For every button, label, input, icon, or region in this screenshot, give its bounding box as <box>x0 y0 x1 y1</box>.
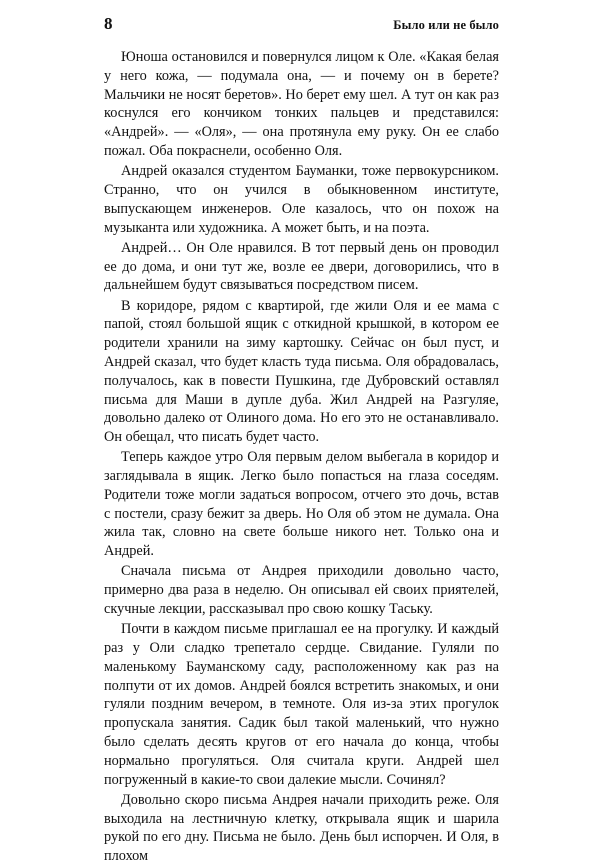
paragraph: Почти в каждом письме приглашал ее на прогулку. И каждый раз у Оли сладко трепетало сердце. Свидание. Гуляли по маленькому Бауманскому саду, расположенному как раз на полпути от их домов. Андрей боялся встретить знакомых, и они гуляли поздним вечером, в темноте. Оля из-за этих прогулок пропускала занятия. Садик был такой маленький, что нужно было сделать десять кругов от его начала до конца, чтобы нормально прогуляться. Оля считала круги. Андрей шел погруженный в какие-то свои далекие мысли. Сочинял? <box>104 621 499 788</box>
body-text <box>104 48 499 867</box>
paragraph: Сначала письма от Андрея приходили довольно часто, примерно два раза в неделю. Он описывал ей своих приятелей, скучные лекции, рассказывал про свою кошку Таську. <box>104 563 499 618</box>
paragraph: Андрей… Он Оле нравился. В тот первый день он проводил ее до дома, и они тут же, возле ее двери, договорились, что в дальнейшем будут связываться посредством писем. <box>104 239 499 294</box>
page-header <box>104 14 499 38</box>
paragraph: Юноша остановился и повернулся лицом к Оле. «Какая белая у него кожа, — подумала она, — и почему он в берете? Мальчики не носят беретов». Но берет ему шел. А тут он как раз коснулся его кончиком тонких пальцев и представился: «Андрей». — «Оля», — она протянула ему руку. Он ее слабо пожал. Оба покраснели, особенно Оля. <box>104 49 499 159</box>
paragraph: В коридоре, рядом с квартирой, где жили Оля и ее мама с папой, стоял большой ящик с откидной крышкой, в котором ее родители хранили на зиму картошку. Сейчас он был пуст, и Андрей сказал, что будет класть туда письма. Оля обрадовалась, получалось, как в повести Пушкина, где Дубровский оставлял письма для Маши в дупле дуба. Жил Андрей на Разгуляе, довольно далеко от Олиного дома. Но его это не останавливало. Он обещал, что писать будет часто. <box>104 297 499 446</box>
running-title: Было или не было <box>393 18 499 32</box>
paragraph: Довольно скоро письма Андрея начали приходить реже. Оля выходила на лестничную клетку, открывала ящик и шарила рукой по его дну. Письма не было. День был испорчен. И Оля, в плохом <box>104 791 499 865</box>
page-number: 8 <box>104 14 113 33</box>
paragraph: Теперь каждое утро Оля первым делом выбегала в коридор и заглядывала в ящик. Легко было попасться на глаза соседям. Родители тоже могли задаться вопросом, отчего это дочь, встав с постели, сразу бежит за дверь. Но Оля об этом не думала. Она жила так, словно на свете больше никого нет. Только она и Андрей. <box>104 449 499 560</box>
paragraph: Андрей оказался студентом Бауманки, тоже первокурсником. Странно, что он учился в обыкновенном институте, выпускающем инженеров. Оле казалось, что он похож на музыканта или художника. А может быть, и на поэта. <box>104 163 499 236</box>
